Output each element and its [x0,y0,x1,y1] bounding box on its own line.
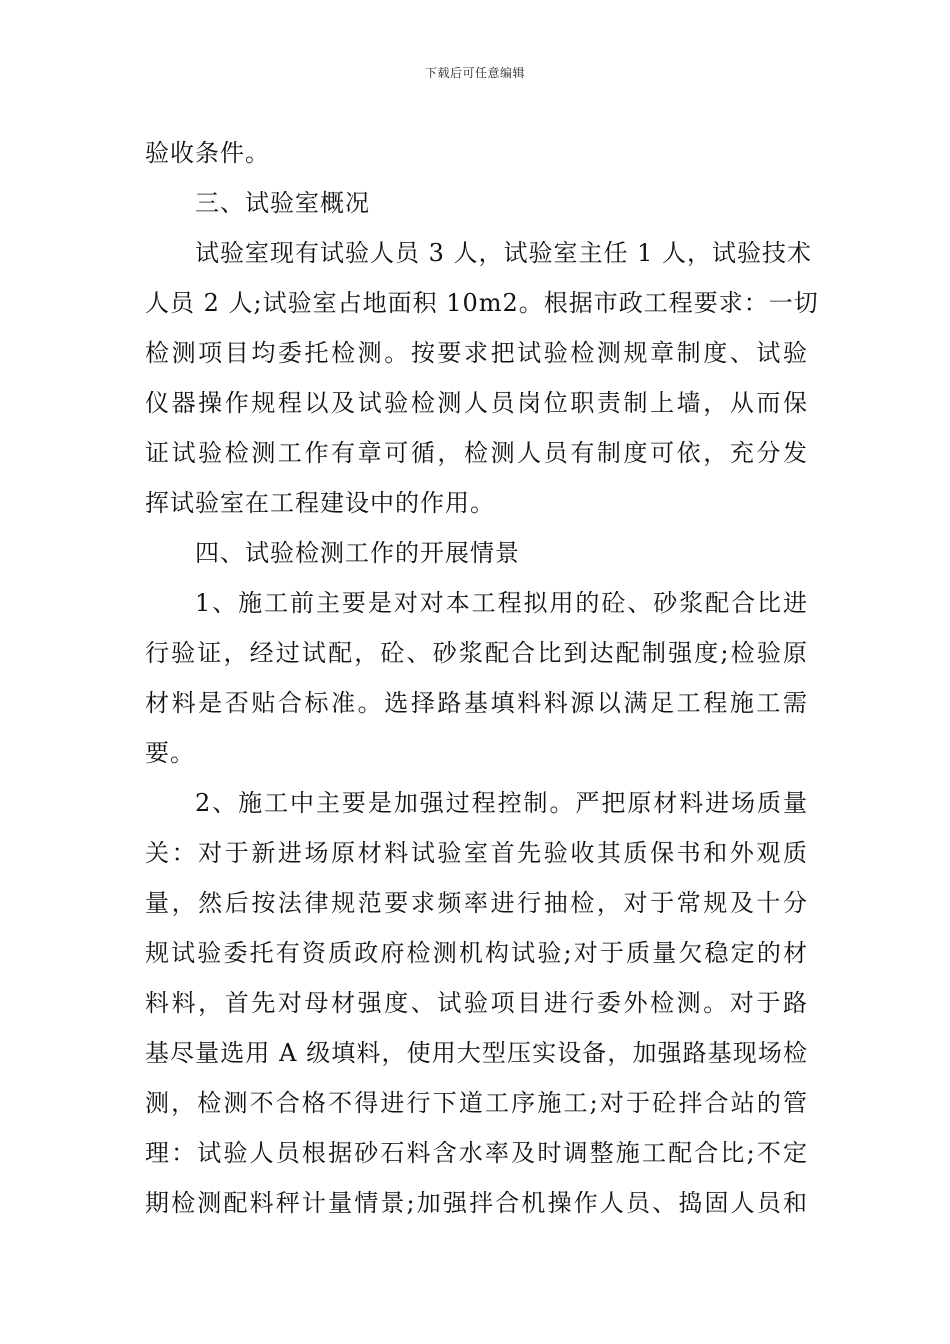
text-line: 1、施工前主要是对对本工程拟用的砼、砂浆配合比进 [195,589,808,617]
text-line: 材料是否贴合标准。选择路基填料料源以满足工程施工需 [145,689,808,717]
text-line: 人员 2 人;试验室占地面积 10m2。根据市政工程要求：一切 [145,289,819,317]
text-line: 三、试验室概况 [195,189,370,217]
text-line: 期检测配料秤计量情景;加强拌合机操作人员、捣固人员和 [145,1189,808,1217]
text-line: 四、试验检测工作的开展情景 [195,539,520,567]
text-line: 规试验委托有资质政府检测机构试验;对于质量欠稳定的材 [145,939,808,967]
text-line: 理：试验人员根据砂石料含水率及时调整施工配合比;不定 [145,1139,808,1167]
text-line: 要。 [145,739,195,767]
text-line: 检测项目均委托检测。按要求把试验检测规章制度、试验 [145,339,808,367]
text-line: 关：对于新进场原材料试验室首先验收其质保书和外观质 [145,839,808,867]
text-line: 基尽量选用 A 级填料，使用大型压实设备，加强路基现场检 [145,1039,808,1067]
text-line: 量，然后按法律规范要求频率进行抽检，对于常规及十分 [145,889,808,917]
text-line: 证试验检测工作有章可循，检测人员有制度可依，充分发 [145,439,808,467]
text-line: 行验证，经过试配，砼、砂浆配合比到达配制强度;检验原 [145,639,808,667]
text-line: 2、施工中主要是加强过程控制。严把原材料进场质量 [195,789,808,817]
text-line: 仪器操作规程以及试验检测人员岗位职责制上墙，从而保 [145,389,808,417]
text-line: 验收条件。 [145,139,270,167]
document-body [145,128,819,1228]
text-line: 挥试验室在工程建设中的作用。 [145,489,495,517]
text-line: 料料，首先对母材强度、试验项目进行委外检测。对于路 [145,989,808,1017]
text-line: 试验室现有试验人员 3 人，试验室主任 1 人，试验技术 [195,239,813,267]
text-line: 测，检测不合格不得进行下道工序施工;对于砼拌合站的管 [145,1089,808,1117]
page-header-note: 下载后可任意编辑 [424,66,525,80]
